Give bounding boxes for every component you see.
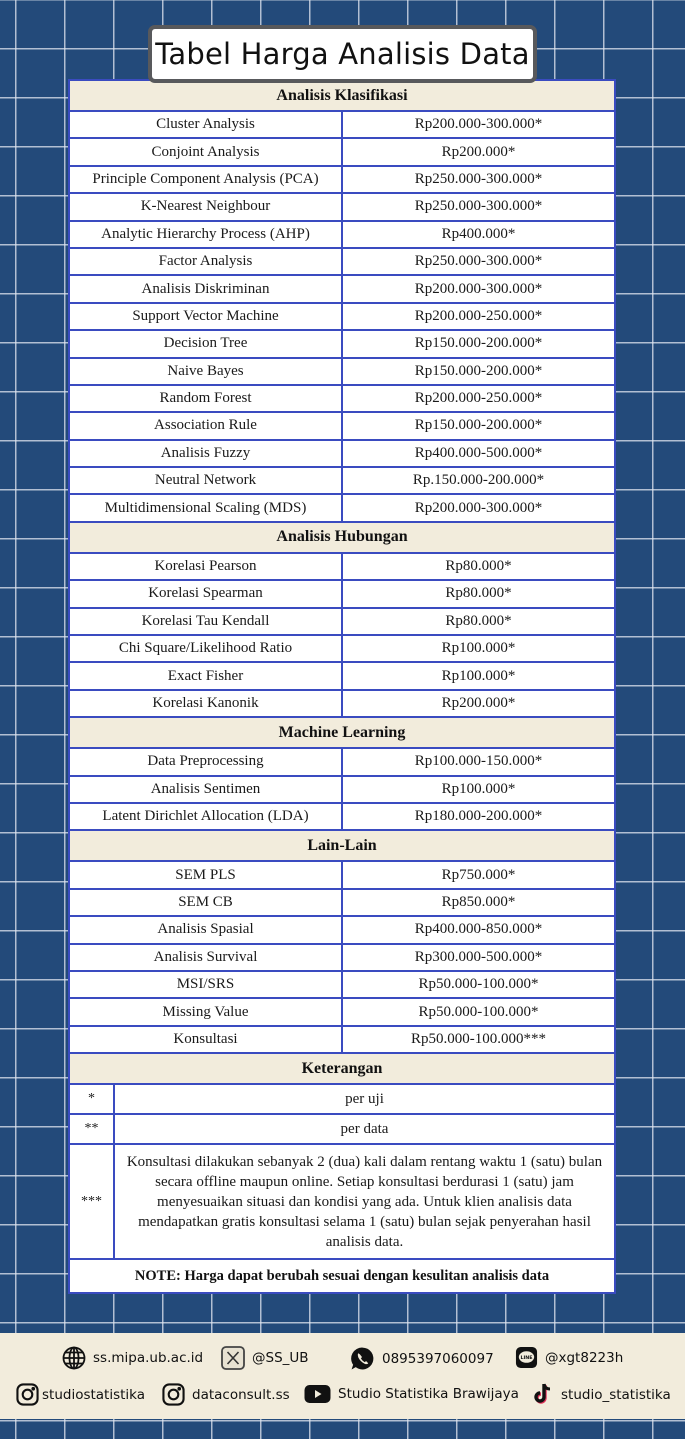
analysis-price: Rp150.000-200.000* [414, 335, 543, 352]
table-row [70, 890, 614, 917]
contact-tiktok[interactable] [534, 1383, 671, 1407]
contact-line[interactable] [515, 1346, 623, 1369]
analysis-price: Rp250.000-300.000* [414, 198, 543, 215]
contact-label: 0895397060097 [382, 1350, 494, 1367]
table-row [70, 495, 614, 522]
contact-label: @xgt8223h [545, 1349, 624, 1366]
analysis-name: Korelasi Pearson [70, 554, 343, 579]
table-row [70, 386, 614, 413]
table-row [70, 999, 614, 1026]
table-row [70, 749, 614, 776]
analysis-name: Conjoint Analysis [70, 139, 343, 164]
legend-row [70, 1115, 614, 1145]
contact-label: ss.mipa.ub.ac.id [93, 1350, 204, 1366]
analysis-name: Principle Component Analysis (PCA) [70, 167, 343, 192]
legend-text: per data [340, 1121, 389, 1138]
table-row [70, 691, 614, 718]
analysis-name: Random Forest [70, 386, 343, 411]
analysis-name: Konsultasi [70, 1027, 343, 1052]
page-title: Tabel Harga Analisis Data [155, 37, 530, 71]
table-row [70, 609, 614, 636]
analysis-name: Data Preprocessing [70, 749, 343, 774]
table-row [70, 468, 614, 495]
table-row [70, 249, 614, 276]
table-row [70, 194, 614, 221]
analysis-name: Missing Value [70, 999, 343, 1024]
price-table [68, 79, 616, 1294]
contact-whatsapp[interactable] [350, 1346, 494, 1371]
analysis-price: Rp300.000-500.000* [414, 948, 543, 965]
section-header: Analisis Klasifikasi [70, 81, 614, 112]
analysis-price: Rp100.000* [441, 780, 516, 797]
analysis-price: Rp80.000* [445, 585, 512, 602]
table-row [70, 167, 614, 194]
section-header: Machine Learning [70, 718, 614, 749]
table-row [70, 804, 614, 831]
analysis-name: Analytic Hierarchy Process (AHP) [70, 222, 343, 247]
whatsapp-icon [350, 1346, 375, 1371]
analysis-name: Analisis Survival [70, 945, 343, 970]
contact-label: @SS_UB [252, 1350, 309, 1366]
contact-instagram-studio[interactable] [16, 1383, 145, 1406]
analysis-name: Korelasi Spearman [70, 581, 343, 606]
legend-symbol: *** [70, 1145, 115, 1258]
analysis-price: Rp100.000* [441, 640, 516, 657]
analysis-name: Korelasi Kanonik [70, 691, 343, 716]
footer-contacts [0, 1333, 685, 1419]
analysis-price: Rp80.000* [445, 558, 512, 575]
table-row [70, 581, 614, 608]
analysis-price: Rp200.000-300.000* [414, 499, 543, 516]
analysis-name: SEM PLS [70, 862, 343, 887]
section-header: Analisis Hubungan [70, 523, 614, 554]
line-icon [515, 1346, 538, 1369]
contact-label: studio_statistika [561, 1387, 671, 1403]
legend-row [70, 1145, 614, 1260]
analysis-name: Korelasi Tau Kendall [70, 609, 343, 634]
table-row [70, 359, 614, 386]
contact-label: studiostatistika [42, 1386, 146, 1403]
analysis-price: Rp50.000-100.000* [418, 1003, 539, 1020]
analysis-name: Latent Dirichlet Allocation (LDA) [70, 804, 343, 829]
contact-youtube[interactable] [304, 1383, 519, 1405]
analysis-price: Rp200.000-300.000* [414, 116, 543, 133]
table-row [70, 862, 614, 889]
analysis-price: Rp250.000-300.000* [414, 170, 543, 187]
table-row [70, 413, 614, 440]
analysis-name: Analisis Sentimen [70, 777, 343, 802]
analysis-price: Rp200.000* [441, 695, 516, 711]
analysis-name: Analisis Spasial [70, 917, 343, 942]
instagram-icon [162, 1383, 185, 1406]
analysis-name: Decision Tree [70, 331, 343, 356]
analysis-price: Rp150.000-200.000* [414, 417, 543, 434]
table-row [70, 636, 614, 663]
analysis-name: Naive Bayes [70, 359, 343, 384]
table-row [70, 276, 614, 303]
table-row [70, 441, 614, 468]
svg-text:LINE: LINE [520, 1355, 533, 1361]
legend-symbol: * [70, 1085, 115, 1113]
table-row [70, 331, 614, 358]
table-row [70, 1027, 614, 1054]
table-row [70, 304, 614, 331]
analysis-name: Exact Fisher [70, 663, 343, 688]
x-twitter-icon [221, 1346, 245, 1370]
analysis-price: Rp400.000-850.000* [414, 921, 543, 938]
analysis-name: K-Nearest Neighbour [70, 194, 343, 219]
analysis-price: Rp850.000* [441, 893, 516, 910]
analysis-price: Rp400.000* [441, 225, 516, 242]
analysis-price: Rp150.000-200.000* [414, 362, 543, 379]
globe-icon [62, 1346, 86, 1370]
contact-instagram-dataconsult[interactable] [162, 1383, 290, 1406]
analysis-price: Rp200.000-250.000* [414, 307, 543, 324]
table-row [70, 917, 614, 944]
legend-text: Konsultasi dilakukan sebanyak 2 (dua) kali dalam rentang waktu 1 (satu) bulan secara offline maupun online. Setiap konsultasi berdurasi 1 (satu) jam menyesuaikan situasi dan kondisi yang ada. Untuk klien analisis data mendapatkan gratis konsultasi selama 1 (satu) bulan sejak penyerahan hasil analisis data. [126, 1153, 603, 1250]
analysis-name: Support Vector Machine [70, 304, 343, 329]
page-title-box [148, 25, 537, 83]
table-row [70, 222, 614, 249]
analysis-price: Rp200.000-300.000* [414, 280, 543, 297]
analysis-price: Rp100.000* [441, 667, 516, 684]
section-header: Lain-Lain [70, 831, 614, 862]
table-row [70, 554, 614, 581]
keterangan-header: Keterangan [70, 1054, 614, 1085]
table-row [70, 139, 614, 166]
analysis-price: Rp400.000-500.000* [414, 444, 543, 461]
contact-website[interactable] [62, 1346, 203, 1370]
table-row [70, 945, 614, 972]
table-row [70, 112, 614, 139]
table-row [70, 972, 614, 999]
contact-label: Studio Statistika Brawijaya [338, 1386, 519, 1402]
instagram-icon [16, 1383, 39, 1406]
table-row [70, 663, 614, 690]
analysis-price: Rp50.000-100.000* [418, 976, 539, 993]
legend-symbol: ** [70, 1115, 115, 1143]
analysis-name: Cluster Analysis [70, 112, 343, 137]
analysis-name: Factor Analysis [70, 249, 343, 274]
contact-x[interactable] [221, 1346, 309, 1370]
analysis-price: Rp.150.000-200.000* [412, 472, 545, 489]
legend-row [70, 1085, 614, 1115]
analysis-price: Rp80.000* [445, 612, 512, 629]
analysis-name: Multidimensional Scaling (MDS) [70, 495, 343, 520]
youtube-icon [304, 1383, 331, 1405]
analysis-name: Analisis Fuzzy [70, 441, 343, 466]
analysis-name: Analisis Diskriminan [70, 276, 343, 301]
price-note: NOTE: Harga dapat berubah sesuai dengan kesulitan analisis data [134, 1267, 550, 1284]
analysis-name: Association Rule [70, 413, 343, 438]
legend-text: per uji [345, 1091, 384, 1108]
analysis-price: Rp180.000-200.000* [414, 808, 543, 825]
analysis-price: Rp200.000-250.000* [414, 390, 543, 407]
analysis-price: Rp200.000* [441, 143, 516, 160]
analysis-price: Rp250.000-300.000* [414, 253, 543, 270]
tiktok-icon [534, 1383, 554, 1407]
analysis-price: Rp50.000-100.000*** [411, 1030, 546, 1047]
analysis-name: Chi Square/Likelihood Ratio [70, 636, 343, 661]
analysis-price: Rp100.000-150.000* [414, 753, 543, 770]
table-row [70, 777, 614, 804]
analysis-price: Rp750.000* [441, 866, 516, 883]
analysis-name: SEM CB [70, 890, 343, 915]
analysis-name: Neutral Network [70, 468, 343, 493]
analysis-name: MSI/SRS [70, 972, 343, 997]
contact-label: dataconsult.ss [192, 1386, 290, 1403]
